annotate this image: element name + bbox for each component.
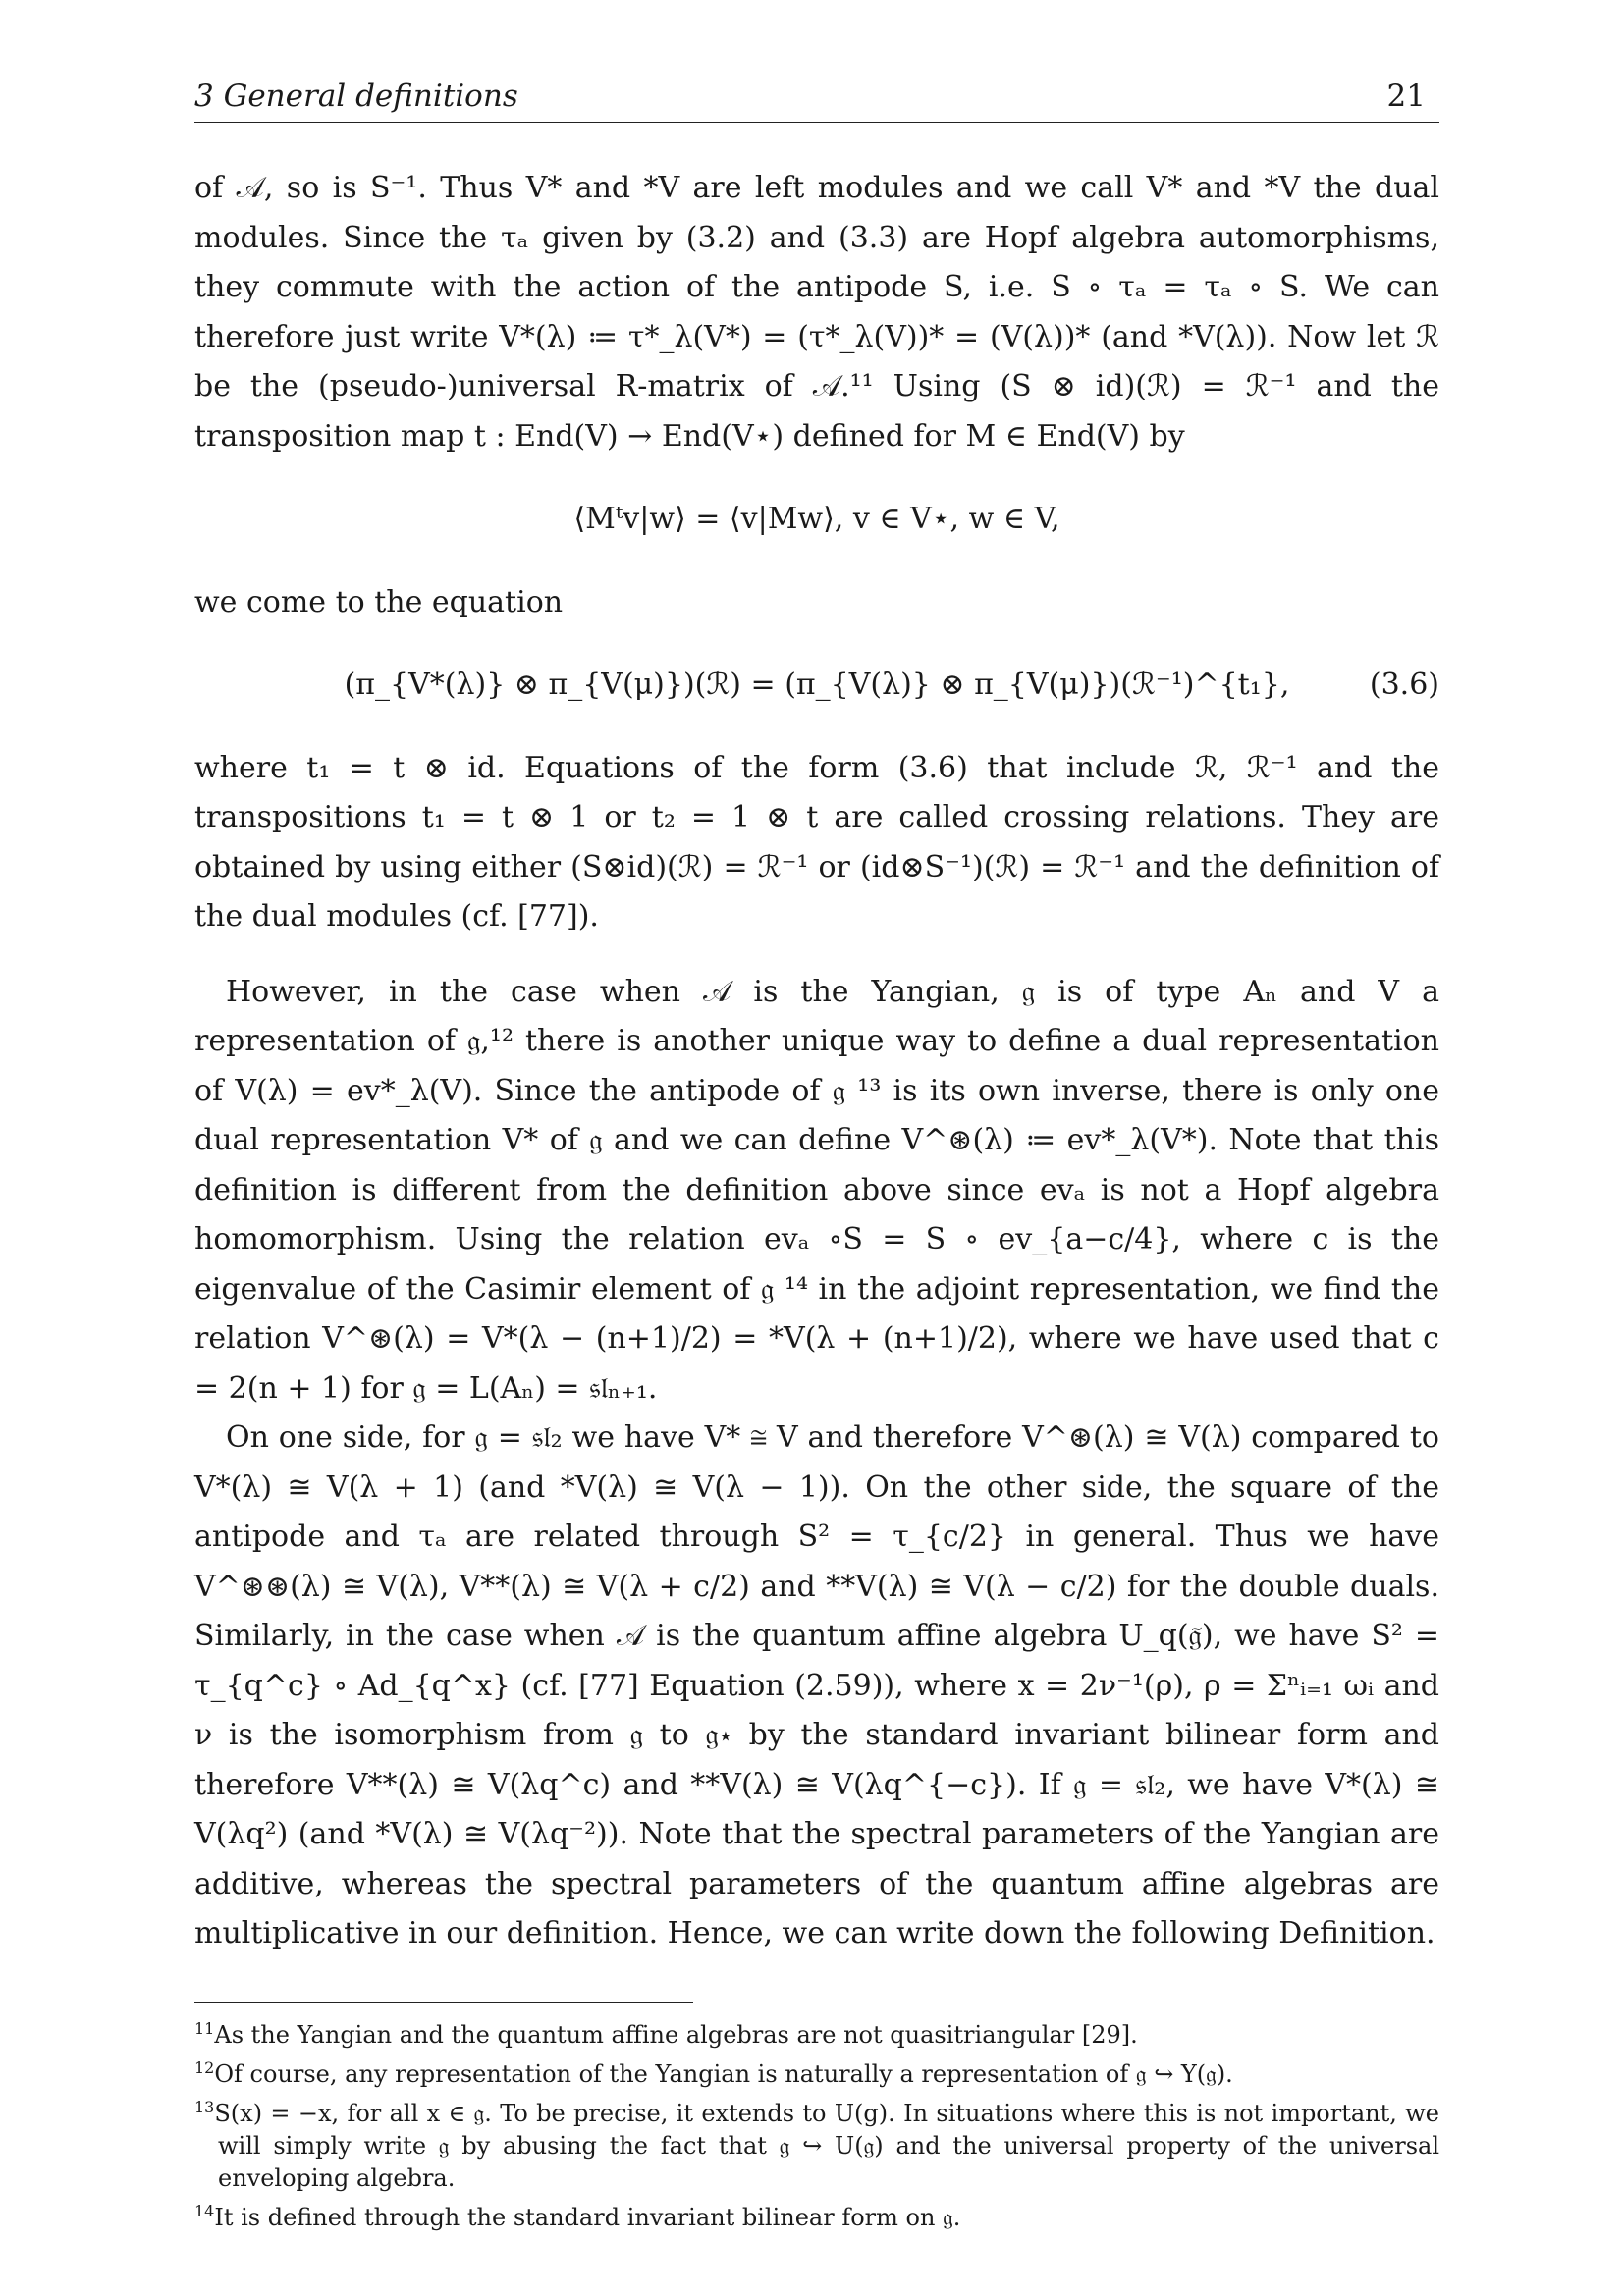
footnote-mark: 11 [194, 2019, 215, 2038]
paragraph-come-to-equation: we come to the equation [194, 584, 564, 619]
paragraph-yangian-dual: However, in the case when 𝒜 is the Yangian, 𝔤 is of type Aₙ and V a representation of 𝔤,¹² there is another unique way to define a dual representation of V(λ) = ev*_λ(V). Since the antipode of 𝔤 ¹³ is its own inverse, there is only one dual representation V* of 𝔤 and we can define V^⊛(λ) ≔ ev*_λ(V*). Note that this definition is different from the definition above since evₐ is not a Hopf algebra homomorphism. Using the relation evₐ ∘S = S ∘ ev_{a−c/4}, where c is the eigenvalue of the Casimir element of 𝔤 ¹⁴ in the adjoint representation, we find the relation V^⊛(λ) = V*(λ − (n+1)/2) = *V(λ + (n+1)/2), where we have used that c = 2(n + 1) for 𝔤 = L(Aₙ) = 𝔰𝔩ₙ₊₁. [194, 974, 1439, 1406]
footnote-12 [194, 2052, 1439, 2091]
chapter-title: 3 General definitions [194, 79, 518, 114]
footnote-13 [194, 2091, 1439, 2195]
equation-3-6-body: (π_{V*(λ)} ⊗ π_{V(μ)})(ℛ) = (π_{V(λ)} ⊗ π_{V(μ)})(ℛ⁻¹)^{t₁}, [344, 667, 1290, 702]
equation-3-6 [194, 661, 1439, 711]
footnote-text: It is defined through the standard invariant bilinear form on 𝔤. [214, 2204, 961, 2231]
footnote-mark: 14 [194, 2202, 215, 2220]
footnote-11 [194, 2012, 1439, 2052]
footnotes [194, 2012, 1439, 2234]
page [194, 79, 1439, 1959]
paragraph-crossing-relations: where t₁ = t ⊗ id. Equations of the form (3.6) that include ℛ, ℛ⁻¹ and the transpositions t₁ = t ⊗ 1 or t₂ = 1 ⊗ t are called crossing relations. They are obtained by using either (S⊗id)(ℛ) = ℛ⁻¹ or (id⊗S⁻¹)(ℛ) = ℛ⁻¹ and the definition of the dual modules (cf. [77]). [194, 750, 1439, 934]
paragraph-dual-modules: of 𝒜, so is S⁻¹. Thus V* and *V are left modules and we call V* and *V the dual modules. Since the τₐ given by (3.2) and (3.3) are Hopf algebra automorphisms, they commute with the action of the antipode S, i.e. S ∘ τₐ = τₐ ∘ S. We can therefore just write V*(λ) ≔ τ*_λ(V*) = (τ*_λ(V))* = (V(λ))* (and *V(λ)). Now let ℛ be the (pseudo-)universal R-matrix of 𝒜.¹¹ Using (S ⊗ id)(ℛ) = ℛ⁻¹ and the transposition map t : End(V) → End(V⋆) defined for M ∈ End(V) by [194, 171, 1439, 454]
footnote-rule [194, 2002, 693, 2003]
paragraph-double-duals: On one side, for 𝔤 = 𝔰𝔩₂ we have V* ≅ V and therefore V^⊛(λ) ≅ V(λ) compared to V*(λ) ≅ V(λ + 1) (and *V(λ) ≅ V(λ − 1)). On the other side, the square of the antipode and τₐ are related through S² = τ_{c/2} in general. Thus we have V^⊛⊛(λ) ≅ V(λ), V**(λ) ≅ V(λ + c/2) and **V(λ) ≅ V(λ − c/2) for the double duals. Similarly, in the case when 𝒜 is the quantum affine algebra U_q(𝔤̃), we have S² = τ_{q^c} ∘ Ad_{q^x} (cf. [77] Equation (2.59)), where x = 2ν⁻¹(ρ), ρ = Σⁿᵢ₌₁ ωᵢ and ν is the isomorphism from 𝔤 to 𝔤⋆ by the standard invariant bilinear form and therefore V**(λ) ≅ V(λq^c) and **V(λ) ≅ V(λq^{−c}). If 𝔤 = 𝔰𝔩₂, we have V*(λ) ≅ V(λq²) (and *V(λ) ≅ V(λq⁻²)). Note that the spectral parameters of the Yangian are additive, whereas the spectral parameters of the quantum affine algebras are multiplicative in our definition. Hence, we can write down the following Definition. [194, 1420, 1439, 1950]
running-header [194, 79, 1439, 123]
footnote-14 [194, 2195, 1439, 2234]
footnote-text: As the Yangian and the quantum affine algebras are not quasitriangular [29]. [214, 2021, 1138, 2049]
footnote-mark: 13 [194, 2098, 215, 2116]
footnote-text: Of course, any representation of the Yangian is naturally a representation of 𝔤 ↪ Y(𝔤). [214, 2060, 1233, 2088]
equation-number: (3.6) [1369, 667, 1439, 702]
page-number: 21 [1386, 79, 1426, 114]
main-text [194, 164, 1439, 1959]
footnote-text: S(x) = −x, for all x ∈ 𝔤. To be precise, it extends to U(g). In situations where this is not important, we will simply write 𝔤 by abusing the fact that 𝔤 ↪ U(𝔤) and the universal property of the universal enveloping algebra. [214, 2100, 1439, 2192]
footnote-mark: 12 [194, 2058, 215, 2077]
display-equation-transposition: ⟨Mᵗv|w⟩ = ⟨v|Mw⟩, v ∈ V⋆, w ∈ V, [573, 502, 1060, 536]
